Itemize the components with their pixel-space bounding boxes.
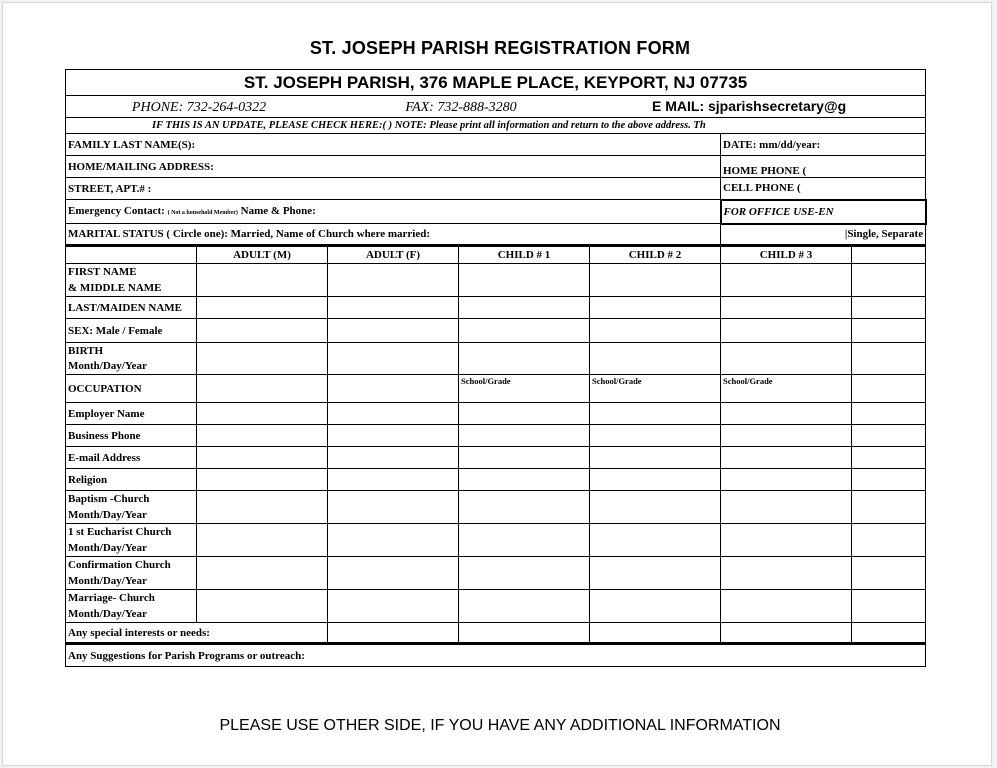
cell[interactable] bbox=[328, 447, 459, 469]
baptism-row bbox=[66, 491, 926, 524]
cell[interactable] bbox=[197, 469, 328, 491]
bottom-note: PLEASE USE OTHER SIDE, IF YOU HAVE ANY ADDITIONAL INFORMATION bbox=[219, 717, 781, 734]
cell[interactable] bbox=[459, 447, 590, 469]
address-row bbox=[66, 70, 926, 96]
cell[interactable] bbox=[197, 425, 328, 447]
cell[interactable] bbox=[852, 491, 926, 524]
col-child-2: CHILD # 2 bbox=[590, 246, 721, 264]
cell[interactable] bbox=[197, 557, 328, 590]
col-child-3: CHILD # 3 bbox=[721, 246, 852, 264]
cell[interactable] bbox=[721, 491, 852, 524]
update-note: IF THIS IS AN UPDATE, PLEASE CHECK HERE:( ) NOTE: Please print all information and return to the above address. Th bbox=[66, 118, 926, 134]
special-interests-row bbox=[66, 623, 926, 644]
cell[interactable] bbox=[852, 590, 926, 623]
business-phone-row bbox=[66, 425, 926, 447]
cell[interactable] bbox=[852, 343, 926, 375]
family-last-name-field[interactable]: FAMILY LAST NAME(S): bbox=[66, 134, 721, 156]
cell[interactable] bbox=[590, 343, 721, 375]
cell[interactable] bbox=[328, 469, 459, 491]
email-label: E MAIL: bbox=[652, 97, 705, 114]
col-child-1: CHILD # 1 bbox=[459, 246, 590, 264]
suggestions-field[interactable]: Any Suggestions for Parish Programs or outreach: bbox=[66, 644, 926, 667]
suggestions-row bbox=[66, 644, 926, 667]
home-phone-field[interactable]: HOME PHONE ( bbox=[721, 156, 926, 178]
religion-row bbox=[66, 469, 926, 491]
cell[interactable] bbox=[721, 425, 852, 447]
marriage-row bbox=[66, 590, 926, 623]
cell[interactable] bbox=[197, 524, 328, 557]
cell[interactable] bbox=[459, 297, 590, 319]
home-mailing-address-field[interactable]: HOME/MAILING ADDRESS: bbox=[66, 156, 721, 178]
cell[interactable] bbox=[852, 623, 926, 644]
column-header-row bbox=[66, 246, 926, 264]
religion-label: Religion bbox=[66, 469, 197, 491]
cell[interactable] bbox=[328, 403, 459, 425]
school-grade-child-3[interactable]: School/Grade bbox=[721, 375, 852, 403]
col-overflow bbox=[852, 246, 926, 264]
cell[interactable] bbox=[197, 590, 328, 623]
confirmation-label: Confirmation Church Month/Day/Year bbox=[66, 557, 197, 590]
employer-label: Employer Name bbox=[66, 403, 197, 425]
cell[interactable] bbox=[590, 524, 721, 557]
baptism-label: Baptism -Church Month/Day/Year bbox=[66, 491, 197, 524]
marital-options[interactable]: |Single, Separate bbox=[721, 224, 926, 246]
cell[interactable] bbox=[590, 319, 721, 343]
cell[interactable] bbox=[852, 524, 926, 557]
col-adult-f: ADULT (F) bbox=[328, 246, 459, 264]
cell[interactable] bbox=[197, 343, 328, 375]
cell[interactable] bbox=[852, 447, 926, 469]
first-name-row bbox=[66, 264, 926, 297]
date-field[interactable]: DATE: mm/dd/year: bbox=[721, 134, 926, 156]
cell[interactable] bbox=[328, 590, 459, 623]
cell[interactable] bbox=[721, 343, 852, 375]
school-grade-child-2[interactable]: School/Grade bbox=[590, 375, 721, 403]
cell[interactable] bbox=[590, 557, 721, 590]
family-row bbox=[66, 134, 926, 156]
cell[interactable] bbox=[852, 375, 926, 403]
email-address-label: E-mail Address bbox=[66, 447, 197, 469]
update-row bbox=[66, 118, 926, 134]
eucharist-label: 1 st Eucharist Church Month/Day/Year bbox=[66, 524, 197, 557]
cell[interactable] bbox=[721, 469, 852, 491]
marital-row bbox=[66, 224, 926, 246]
header-blank bbox=[66, 246, 197, 264]
col-adult-m: ADULT (M) bbox=[197, 246, 328, 264]
contact-row bbox=[66, 96, 926, 118]
cell[interactable] bbox=[197, 447, 328, 469]
cell[interactable] bbox=[197, 403, 328, 425]
cell[interactable] bbox=[197, 491, 328, 524]
cell[interactable] bbox=[590, 623, 721, 644]
cell[interactable] bbox=[721, 319, 852, 343]
cell[interactable] bbox=[328, 343, 459, 375]
cell[interactable] bbox=[328, 297, 459, 319]
first-name-label: FIRST NAME & MIDDLE NAME bbox=[66, 264, 197, 297]
emergency-small-note: ( Not a household Member) bbox=[167, 209, 238, 216]
cell[interactable] bbox=[197, 264, 328, 297]
cell[interactable] bbox=[852, 425, 926, 447]
email-address: sjparishsecretary@g bbox=[708, 97, 847, 114]
marital-status-field[interactable]: MARITAL STATUS ( Circle one): Married, Name of Church where married: bbox=[66, 224, 721, 246]
cell[interactable] bbox=[721, 447, 852, 469]
cell[interactable] bbox=[459, 469, 590, 491]
cell[interactable] bbox=[721, 623, 852, 644]
cell[interactable] bbox=[459, 491, 590, 524]
cell[interactable] bbox=[852, 469, 926, 491]
email-row bbox=[66, 447, 926, 469]
street-apt-field[interactable]: STREET, APT.# : bbox=[66, 178, 721, 200]
birth-row bbox=[66, 343, 926, 375]
occupation-label: OCCUPATION bbox=[66, 375, 197, 403]
parish-address: ST. JOSEPH PARISH, 376 MAPLE PLACE, KEYPORT, NJ 07735 bbox=[66, 70, 926, 96]
cell[interactable] bbox=[197, 297, 328, 319]
contact-info bbox=[66, 96, 926, 118]
cell[interactable] bbox=[590, 469, 721, 491]
cell[interactable] bbox=[721, 557, 852, 590]
office-use-box: FOR OFFICE USE-EN bbox=[721, 200, 926, 224]
cell[interactable] bbox=[328, 375, 459, 403]
cell[interactable] bbox=[328, 623, 459, 644]
cell[interactable] bbox=[590, 264, 721, 297]
registration-table bbox=[65, 69, 927, 667]
phone-label: PHONE: bbox=[131, 99, 184, 115]
cell[interactable] bbox=[328, 264, 459, 297]
occupation-row bbox=[66, 375, 926, 403]
cell[interactable] bbox=[852, 403, 926, 425]
cell[interactable] bbox=[590, 590, 721, 623]
employer-row bbox=[66, 403, 926, 425]
cell-phone-field[interactable]: CELL PHONE ( bbox=[721, 178, 926, 200]
cell[interactable] bbox=[459, 403, 590, 425]
cell[interactable] bbox=[590, 425, 721, 447]
cell[interactable] bbox=[852, 557, 926, 590]
cell[interactable] bbox=[590, 491, 721, 524]
cell[interactable] bbox=[459, 557, 590, 590]
school-grade-child-1[interactable]: School/Grade bbox=[459, 375, 590, 403]
sex-label: SEX: Male / Female bbox=[66, 319, 197, 343]
form-clip bbox=[65, 69, 924, 677]
mailing-row bbox=[66, 156, 926, 178]
cell[interactable] bbox=[721, 264, 852, 297]
cell[interactable] bbox=[590, 297, 721, 319]
eucharist-row bbox=[66, 524, 926, 557]
last-maiden-label: LAST/MAIDEN NAME bbox=[66, 297, 197, 319]
cell[interactable] bbox=[328, 557, 459, 590]
confirmation-row bbox=[66, 557, 926, 590]
cell[interactable] bbox=[459, 319, 590, 343]
fax-label: FAX: bbox=[405, 99, 434, 115]
form-title: ST. JOSEPH PARISH REGISTRATION FORM bbox=[309, 38, 691, 58]
birth-label: BIRTH Month/Day/Year bbox=[66, 343, 197, 375]
cell[interactable] bbox=[328, 425, 459, 447]
cell[interactable] bbox=[459, 425, 590, 447]
cell[interactable] bbox=[197, 375, 328, 403]
cell[interactable] bbox=[721, 590, 852, 623]
cell[interactable] bbox=[721, 297, 852, 319]
emergency-contact-field[interactable] bbox=[66, 200, 721, 224]
phone-number: 732-264-0322 bbox=[186, 99, 267, 115]
emergency-row bbox=[66, 200, 926, 224]
street-row bbox=[66, 178, 926, 200]
cell[interactable] bbox=[590, 403, 721, 425]
emergency-name-phone: Name & Phone: bbox=[240, 204, 316, 217]
cell[interactable] bbox=[197, 319, 328, 343]
cell[interactable] bbox=[852, 297, 926, 319]
cell[interactable] bbox=[852, 264, 926, 297]
cell[interactable] bbox=[459, 264, 590, 297]
cell[interactable] bbox=[590, 447, 721, 469]
marriage-label: Marriage- Church Month/Day/Year bbox=[66, 590, 197, 623]
cell[interactable] bbox=[459, 343, 590, 375]
emergency-label: Emergency Contact: bbox=[68, 204, 165, 217]
cell[interactable] bbox=[721, 403, 852, 425]
sex-row bbox=[66, 319, 926, 343]
business-phone-label: Business Phone bbox=[66, 425, 197, 447]
cell[interactable] bbox=[459, 623, 590, 644]
cell[interactable] bbox=[328, 524, 459, 557]
cell[interactable] bbox=[852, 319, 926, 343]
cell[interactable] bbox=[459, 524, 590, 557]
cell[interactable] bbox=[328, 491, 459, 524]
cell[interactable] bbox=[328, 319, 459, 343]
document-page bbox=[2, 2, 992, 766]
cell[interactable] bbox=[459, 590, 590, 623]
cell[interactable] bbox=[721, 524, 852, 557]
special-interests-field[interactable]: Any special interests or needs: bbox=[66, 623, 328, 644]
last-name-row bbox=[66, 297, 926, 319]
fax-number: 732-888-3280 bbox=[437, 99, 517, 115]
